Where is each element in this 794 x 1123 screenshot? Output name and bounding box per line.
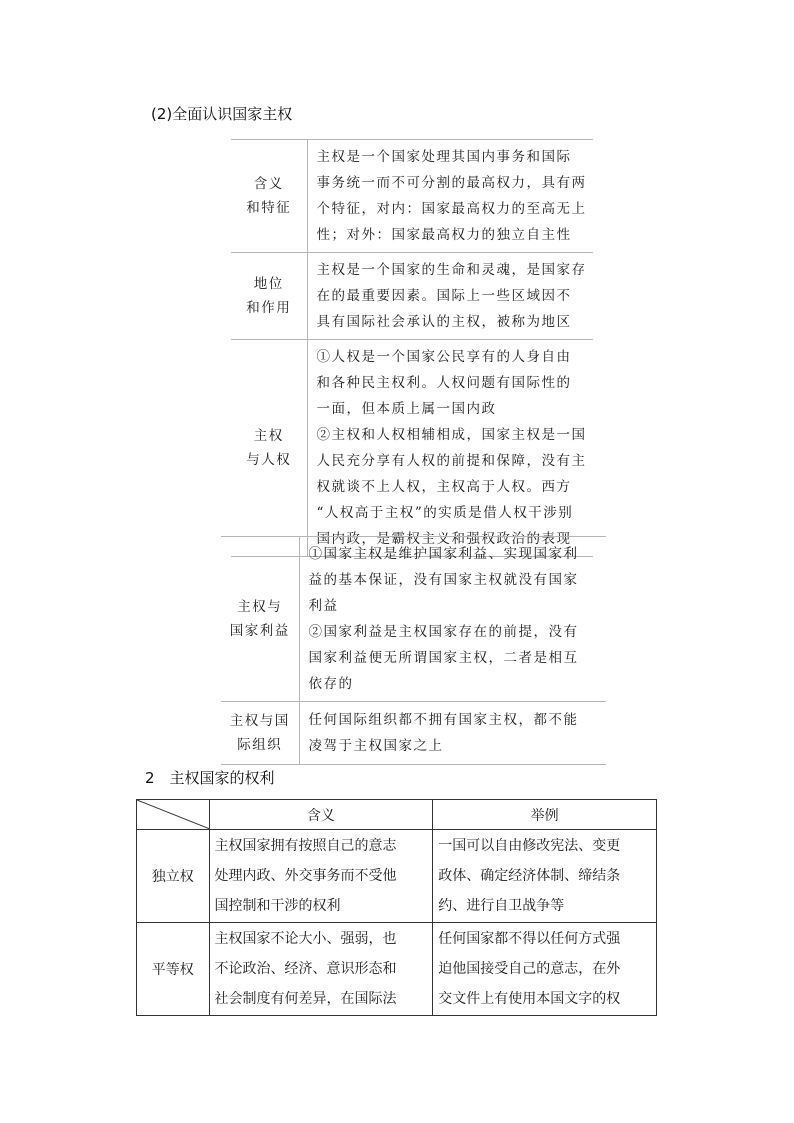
- row-value: 主权是一个国家处理其国内事务和国际 事务统一而不可分割的最高权力，具有两 个特征，对内：国家最高权力的至高无上 性；对外：国家最高权力的独立自主性: [307, 140, 593, 253]
- sovereignty-row-human-rights: [231, 340, 593, 557]
- row-label: 独立权: [137, 830, 210, 923]
- example-cell: 一国可以自由修改宪法、变更 政体、确定经济体制、缔结条 约、进行自卫战争等: [433, 830, 657, 923]
- sovereignty-row-intl-org: [221, 702, 606, 765]
- rights-table: [136, 799, 657, 1016]
- row-value: ①国家主权是维护国家利益、实现国家利 益的基本保证，没有国家主权就没有国家 利益 ②国家利益是主权国家存在的前提，没有 国家利益便无所谓国家主权，二者是相互 依存的: [299, 537, 606, 702]
- row-key: 主权与国 际组织: [221, 702, 299, 765]
- rights-row-independence: [137, 830, 657, 923]
- sovereignty-table-1: [231, 139, 593, 557]
- diagonal-header-cell: [137, 800, 210, 830]
- section-heading-sovereignty: (2)全面认识国家主权: [151, 105, 293, 123]
- header-meaning: 含义: [209, 800, 433, 830]
- row-label: 平等权: [137, 923, 210, 1016]
- sovereignty-row-meaning: [231, 140, 593, 253]
- meaning-cell: 主权国家拥有按照自己的意志 处理内政、外交事务而不受他 国控制和干涉的权利: [209, 830, 433, 923]
- example-cell: 任何国家都不得以任何方式强 迫他国接受自己的意志，在外 交文件上有使用本国文字的权: [433, 923, 657, 1016]
- sovereignty-row-status: [231, 253, 593, 340]
- header-example: 举例: [433, 800, 657, 830]
- rights-header-row: [137, 800, 657, 830]
- section-heading-rights: 2 主权国家的权利: [145, 769, 275, 787]
- row-key: 含义 和特征: [231, 140, 307, 253]
- row-value: ①人权是一个国家公民享有的人身自由 和各种民主权利。人权问题有国际性的 一面，但本质上属一国内政 ②主权和人权相辅相成，国家主权是一国 人民充分享有人权的前提和保障，没有主 权就谈不上人权，主权高于人权。西方 “人权高于主权”的实质是借人权干涉别 国内政，是霸权主义和强权政治的表现: [307, 340, 593, 557]
- meaning-cell: 主权国家不论大小、强弱，也 不论政治、经济、意识形态和 社会制度有何差异，在国际法: [209, 923, 433, 1016]
- sovereignty-row-interest: [221, 537, 606, 702]
- row-value: 任何国际组织都不拥有国家主权，都不能 凌驾于主权国家之上: [299, 702, 606, 765]
- row-key: 主权与 国家利益: [221, 537, 299, 702]
- diagonal-line: [137, 800, 210, 829]
- rights-row-equality: [137, 923, 657, 1016]
- sovereignty-table-2: [221, 536, 606, 765]
- row-value: 主权是一个国家的生命和灵魂，是国家存 在的最重要因素。国际上一些区域因不 具有国际社会承认的主权，被称为地区: [307, 253, 593, 340]
- row-key: 主权 与人权: [231, 340, 307, 557]
- row-key: 地位 和作用: [231, 253, 307, 340]
